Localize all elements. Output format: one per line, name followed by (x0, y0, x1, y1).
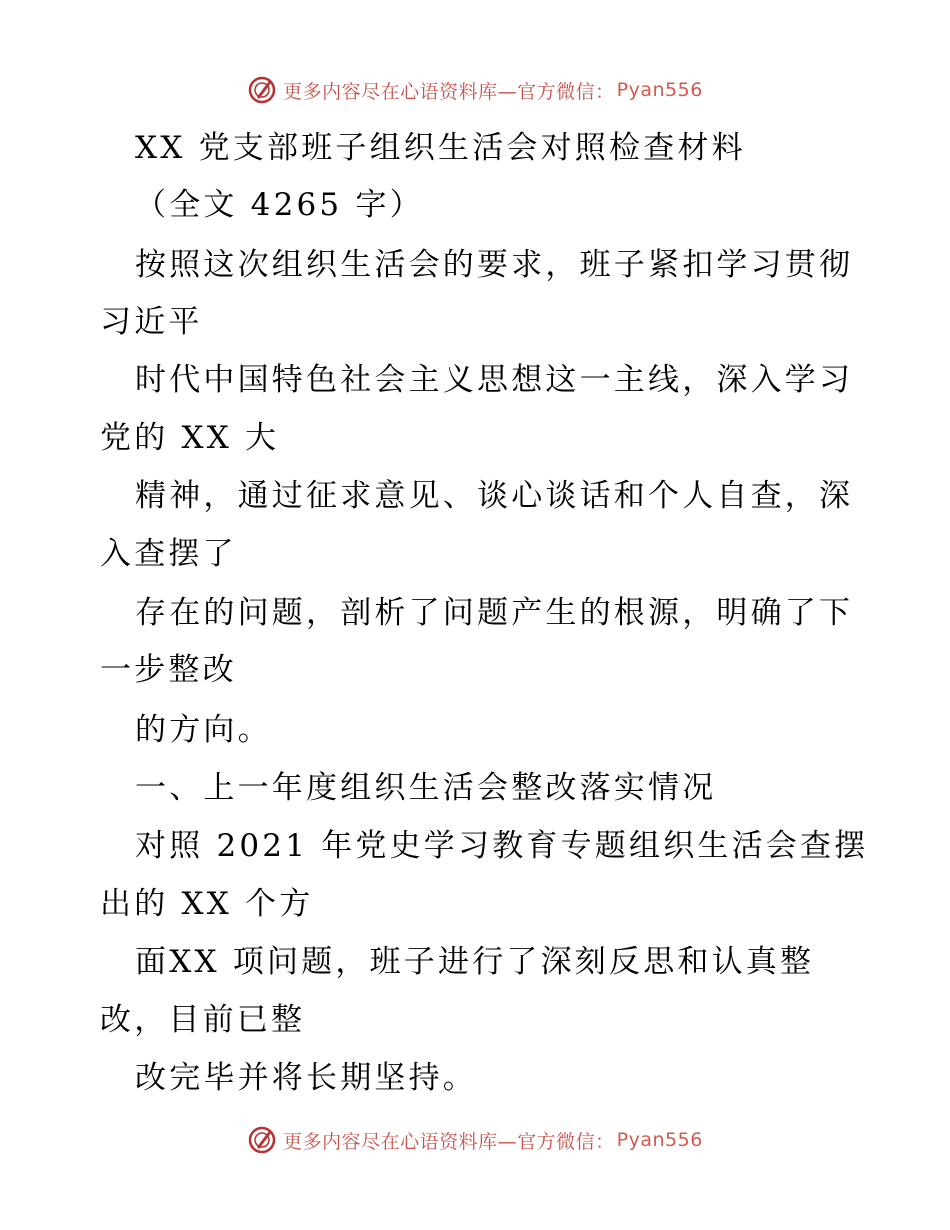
paragraph-line: 的方向。 (135, 712, 272, 748)
paragraph-line: 出的 XX 个方 (100, 886, 314, 922)
paragraph-line: 按照这次组织生活会的要求，班子紧扣学习贯彻 (135, 247, 854, 283)
paragraph-line: 精神，通过征求意见、谈心谈话和个人自查，深 (135, 478, 854, 514)
header-watermark (0, 70, 950, 110)
paragraph-line: 改，目前已整 (100, 1002, 306, 1038)
pen-circle-logo-icon (247, 1125, 277, 1155)
paragraph-line: 党的 XX 大 (100, 420, 280, 456)
paragraph-line: 改完毕并将长期坚持。 (135, 1060, 477, 1096)
footer-watermark (0, 1120, 950, 1160)
watermark-text: 更多内容尽在心语资料库—官方微信： (283, 80, 615, 103)
paragraph-line: 一步整改 (100, 652, 237, 688)
paragraph-line: 入查摆了 (100, 536, 237, 572)
paragraph-line: 存在的问题，剖析了问题产生的根源，明确了下 (135, 595, 854, 631)
document-title: XX 党支部班子组织生活会对照检查材料 (135, 130, 746, 166)
paragraph-line: 对照 2021 年党史学习教育专题组织生活会查摆 (135, 828, 869, 864)
document-subtitle: （全文 4265 字） (135, 187, 424, 223)
watermark-account: Pyan556 (616, 79, 703, 101)
paragraph-line: 面XX 项问题，班子进行了深刻反思和认真整 (135, 944, 815, 980)
pen-circle-logo-icon (247, 75, 277, 105)
paragraph-line: 习近平 (100, 304, 203, 340)
section-heading: 一、上一年度组织生活会整改落实情况 (135, 770, 717, 806)
paragraph-line: 时代中国特色社会主义思想这一主线，深入学习 (135, 362, 854, 398)
watermark-text: 更多内容尽在心语资料库—官方微信： (283, 1130, 615, 1153)
watermark-account: Pyan556 (616, 1129, 703, 1151)
